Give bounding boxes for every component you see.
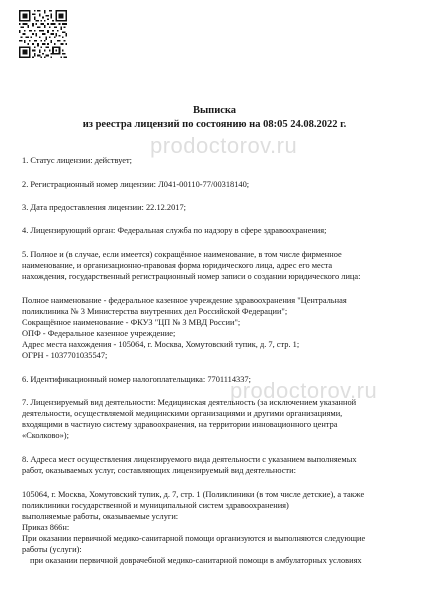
address-line: поликлиники государственной и муниципальной систем здравоохранения) — [22, 501, 289, 510]
item-activity-line: 7. Лицензируемый вид деятельности: Медицинская деятельность (за исключением указанной — [22, 398, 357, 407]
org-legal-form: ОПФ - Федеральное казенное учреждение; — [22, 329, 176, 338]
org-full-name: поликлиника № 3 Министерства внутренних дел Российской Федерации"; — [22, 307, 288, 316]
address-line: при оказании первичной доврачебной медико-санитарной помощи в амбулаторных условиях — [30, 556, 362, 565]
item-registration-number: 2. Регистрационный номер лицензии: Л041-00110-77/00318140; — [22, 180, 250, 189]
item-org-name-line: 5. Полное и (в случае, если имеется) сокращённое наименование, в том числе фирменное — [22, 250, 342, 259]
item-activity-line: входящими в частную систему здравоохранения, на территории инновационного центра — [22, 420, 338, 429]
address-line: При оказании первичной медико-санитарной помощи организуются и выполняются следующие — [22, 534, 366, 543]
document-title: Выписка — [192, 105, 237, 116]
item-addresses-line: 8. Адреса мест осуществления лицензируемого вида деятельности с указанием выполняемых — [22, 455, 357, 464]
item-licensing-authority: 4. Лицензирующий орган: Федеральная служба по надзору в сфере здравоохранения; — [22, 226, 327, 235]
item-status: 1. Статус лицензии: действует; — [22, 156, 132, 165]
qr-code-icon — [19, 10, 67, 58]
address-line: работы (услуги): — [22, 545, 82, 554]
address-line: выполняемые работы, оказываемые услуги: — [22, 512, 179, 521]
item-org-name-line: нахождения, государственный регистрационный номер записи о создании юридического лица: — [22, 272, 361, 281]
item-activity-line: деятельности, осуществляемой медицинскими организациями и другими организациями, — [22, 409, 343, 418]
address-line: Приказ 866н: — [22, 523, 70, 532]
org-short-name: Сокращённое наименование - ФКУЗ "ЦП № 3 МВД России"; — [22, 318, 241, 327]
org-ogrn: ОГРН - 1037701035547; — [22, 351, 108, 360]
item-inn: 6. Идентификационный номер налогоплательщика: 7701114337; — [22, 375, 251, 384]
org-full-name: Полное наименование - федеральное казенное учреждение здравоохранения "Центральная — [22, 296, 347, 305]
item-issue-date: 3. Дата предоставления лицензии: 22.12.2017; — [22, 203, 186, 212]
watermark: prodoctorov.ru — [150, 133, 298, 158]
address-line: 105064, г. Москва, Хомутовский тупик, д. 7, стр. 1 (Поликлиники (в том числе детские), а также — [22, 490, 365, 499]
document-subtitle: из реестра лицензий по состоянию на 08:05 24.08.2022 г. — [82, 119, 347, 130]
watermark: prodoctorov.ru — [230, 378, 378, 403]
org-address: Адрес места нахождения - 105064, г. Москва, Хомутовский тупик, д. 7, стр. 1; — [22, 340, 300, 349]
item-activity-line: «Сколково»); — [22, 431, 69, 440]
item-org-name-line: наименование, и организационно-правовая форма юридического лица, адрес его места — [22, 261, 333, 270]
item-addresses-line: работ, оказываемых услуг, составляющих лицензируемый вид деятельности: — [22, 466, 296, 475]
